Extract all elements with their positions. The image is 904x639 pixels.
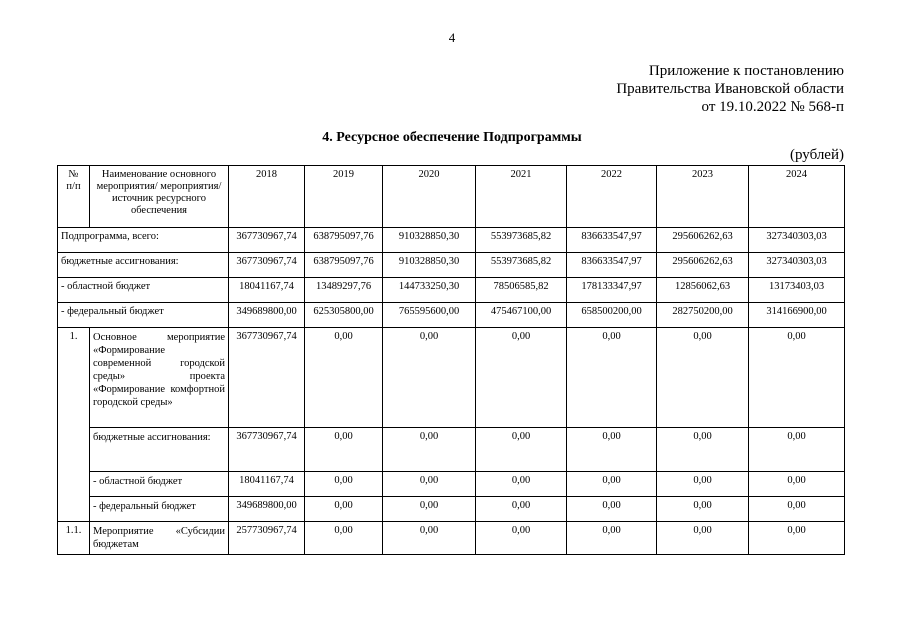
value-cell: 765595600,00 [383,303,476,328]
value-cell: 836633547,97 [567,228,657,253]
header-year: 2021 [476,166,567,228]
value-cell: 625305800,00 [305,303,383,328]
value-cell: 836633547,97 [567,253,657,278]
value-cell: 257730967,74 [229,522,305,555]
value-cell: 144733250,30 [383,278,476,303]
value-cell: 178133347,97 [567,278,657,303]
table-row [58,303,845,328]
value-cell: 78506585,82 [476,278,567,303]
value-cell: 0,00 [383,497,476,522]
value-cell: 0,00 [476,472,567,497]
value-cell: 13173403,03 [749,278,845,303]
value-cell: 910328850,30 [383,228,476,253]
appendix-line-2: Правительства Ивановской области [616,81,844,97]
value-cell: 0,00 [476,522,567,555]
value-cell: 18041167,74 [229,472,305,497]
value-cell: 0,00 [383,328,476,428]
value-cell: 0,00 [657,328,749,428]
value-cell: 910328850,30 [383,253,476,278]
page-number: 4 [448,30,456,45]
table-body [58,166,845,555]
value-cell: 349689800,00 [229,303,305,328]
header-year: 2023 [657,166,749,228]
value-cell: 0,00 [305,522,383,555]
value-cell: 13489297,76 [305,278,383,303]
value-cell: 0,00 [749,328,845,428]
header-name: Наименование основного мероприятия/ мероприятия/источник ресурсного обеспечения [90,166,229,228]
table-row [58,472,845,497]
value-cell: 12856062,63 [657,278,749,303]
row-index: 1. [58,328,90,522]
row-name: бюджетные ассигнования: [90,428,229,472]
table-row [58,428,845,472]
value-cell: 475467100,00 [476,303,567,328]
summary-row-label: - федеральный бюджет [58,303,229,328]
value-cell: 0,00 [749,428,845,472]
value-cell: 0,00 [567,522,657,555]
value-cell: 295606262,63 [657,228,749,253]
value-cell: 367730967,74 [229,253,305,278]
value-cell: 0,00 [749,522,845,555]
value-cell: 0,00 [567,497,657,522]
value-cell: 0,00 [383,472,476,497]
resource-table [57,165,845,555]
header-year: 2024 [749,166,845,228]
value-cell: 0,00 [567,328,657,428]
value-cell: 295606262,63 [657,253,749,278]
value-cell: 0,00 [305,428,383,472]
table-row [58,522,845,555]
table-row [58,253,845,278]
value-cell: 0,00 [567,472,657,497]
header-year: 2018 [229,166,305,228]
table-row [58,328,845,428]
header-number-line-2: п/п [66,181,81,192]
row-name: Мероприятие «Субсидии бюджетам [90,522,229,555]
value-cell: 0,00 [657,522,749,555]
row-index: 1.1. [58,522,90,555]
row-name: Основное мероприятие «Формирование современной городской среды» проекта «Формирование комфортной городской среды» [90,328,229,428]
appendix-line-3: от 19.10.2022 № 568-п [701,99,844,115]
row-name: - федеральный бюджет [90,497,229,522]
value-cell: 18041167,74 [229,278,305,303]
value-cell: 327340303,03 [749,253,845,278]
value-cell: 553973685,82 [476,228,567,253]
value-cell: 0,00 [305,472,383,497]
value-cell: 349689800,00 [229,497,305,522]
value-cell: 0,00 [749,497,845,522]
table-row [58,497,845,522]
value-cell: 0,00 [476,428,567,472]
header-year: 2019 [305,166,383,228]
value-cell: 0,00 [657,497,749,522]
unit-label: (рублей) [789,147,844,163]
value-cell: 327340303,03 [749,228,845,253]
table-row [58,278,845,303]
value-cell: 0,00 [567,428,657,472]
row-name: - областной бюджет [90,472,229,497]
value-cell: 282750200,00 [657,303,749,328]
value-cell: 0,00 [749,472,845,497]
value-cell: 0,00 [383,428,476,472]
value-cell: 0,00 [305,328,383,428]
appendix-header [616,62,844,116]
header-year: 2022 [567,166,657,228]
value-cell: 638795097,76 [305,253,383,278]
summary-row-label: Подпрограмма, всего: [58,228,229,253]
table-header-row [58,166,845,228]
value-cell: 658500200,00 [567,303,657,328]
value-cell: 0,00 [383,522,476,555]
value-cell: 0,00 [305,497,383,522]
value-cell: 553973685,82 [476,253,567,278]
value-cell: 0,00 [657,472,749,497]
value-cell: 638795097,76 [305,228,383,253]
header-number-line-1: № [68,169,79,180]
value-cell: 367730967,74 [229,228,305,253]
value-cell: 314166900,00 [749,303,845,328]
value-cell: 0,00 [657,428,749,472]
appendix-line-1: Приложение к постановлению [648,63,844,79]
section-title: 4. Ресурсное обеспечение Подпрограммы [322,130,582,145]
summary-row-label: бюджетные ассигнования: [58,253,229,278]
value-cell: 0,00 [476,497,567,522]
value-cell: 367730967,74 [229,328,305,428]
value-cell: 0,00 [476,328,567,428]
summary-row-label: - областной бюджет [58,278,229,303]
header-number [58,166,90,228]
header-year: 2020 [383,166,476,228]
value-cell: 367730967,74 [229,428,305,472]
table-row [58,228,845,253]
